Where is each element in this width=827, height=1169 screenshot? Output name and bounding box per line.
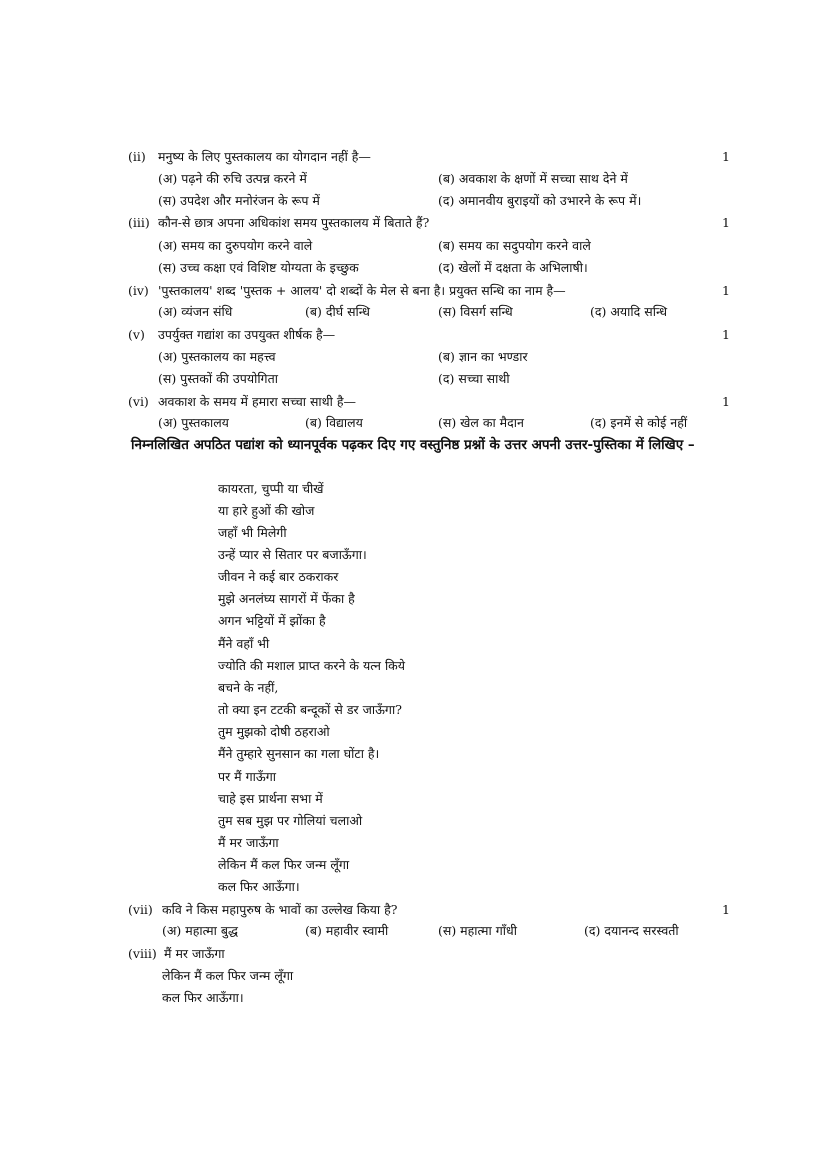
question-text: अवकाश के समय में हमारा सच्चा साथी है— (158, 394, 356, 409)
question-marks: 1 (722, 902, 730, 917)
option-d: (द) अयादि सन्धि (590, 304, 668, 319)
question-text: 'पुस्तकालय' शब्द 'पुस्तक + आलय' दो शब्दों के मेल से बना है। प्रयुक्त सन्धि का नाम है— (158, 283, 566, 298)
question-marks: 1 (722, 149, 730, 164)
option-b: (ब) ज्ञान का भण्डार (438, 349, 528, 364)
poem-line: पर मैं गाऊँगा (218, 769, 276, 784)
option-b: (ब) दीर्घ सन्धि (305, 304, 370, 319)
poem-line: जहाँ भी मिलेगी (218, 525, 287, 540)
question-text: उपर्युक्त गद्यांश का उपयुक्त शीर्षक है— (158, 327, 336, 342)
poem-line: अगन भट्टियों में झोंका है (218, 613, 326, 628)
quoted-line: मैं मर जाऊँगा (164, 946, 225, 961)
option-d: (द) खेलों में दक्षता के अभिलाषी। (438, 260, 588, 275)
poem-line: लेकिन मैं कल फिर जन्म लूँगा (218, 857, 350, 872)
poem-line: चाहे इस प्रार्थना सभा में (218, 791, 323, 806)
poem-line: मैं मर जाऊँगा (218, 835, 279, 850)
option-a: (अ) समय का दुरुपयोग करने वाले (158, 238, 313, 253)
option-a: (अ) महात्मा बुद्ध (162, 923, 238, 938)
option-c: (स) उच्च कक्षा एवं विशिष्ट योग्यता के इच्छुक (158, 260, 359, 275)
option-c: (स) खेल का मैदान (438, 415, 524, 430)
poem-line: मैंने वहाँ भी (218, 636, 270, 651)
poem-line: उन्हें प्यार से सितार पर बजाऊँगा। (218, 547, 367, 562)
poem-line: मुझे अनलंघ्य सागरों में फेंका है (218, 591, 355, 606)
question-marks: 1 (722, 283, 730, 298)
option-b: (ब) महावीर स्वामी (305, 923, 389, 938)
option-a: (अ) पुस्तकालय का महत्त्व (158, 349, 276, 364)
poem-line: जीवन ने कई बार ठकराकर (218, 569, 339, 584)
question-text: कवि ने किस महापुरुष के भावों का उल्लेख किया है? (162, 902, 398, 917)
question-text: कौन-से छात्र अपना अधिकांश समय पुस्तकालय में बिताते हैं? (158, 215, 430, 230)
question-number: (viii) (128, 946, 157, 961)
question-number: (vi) (128, 394, 149, 409)
poem-line: बचने के नहीं, (218, 680, 279, 695)
poem-line: तो क्या इन टटकी बन्दूकों से डर जाऊँगा? (218, 702, 402, 717)
option-d: (द) सच्चा साथी (438, 371, 510, 386)
question-number: (iii) (128, 215, 150, 230)
option-d: (द) इनमें से कोई नहीं (590, 415, 688, 430)
question-number: (iv) (128, 283, 149, 298)
option-b: (ब) समय का सदुपयोग करने वाले (438, 238, 591, 253)
option-d: (द) दयानन्द सरस्वती (584, 923, 679, 938)
option-b: (ब) अवकाश के क्षणों में सच्चा साथ देने में (438, 171, 628, 186)
question-number: (vii) (128, 902, 153, 917)
poem-line: कल फिर आऊँगा। (218, 879, 300, 894)
question-marks: 1 (722, 327, 730, 342)
section-instruction: निम्नलिखित अपठित पद्यांश को ध्यानपूर्वक पढ़कर दिए गए वस्तुनिष्ठ प्रश्नों के उत्तर अपनी उत्तर-पुस्तिका में लिखिए – (131, 437, 695, 453)
option-d: (द) अमानवीय बुराइयों को उभारने के रूप में। (438, 193, 642, 208)
option-c: (स) पुस्तकों की उपयोगिता (158, 371, 278, 386)
option-a: (अ) पढ़ने की रुचि उत्पन्न करने में (158, 171, 307, 186)
question-marks: 1 (722, 215, 730, 230)
poem-line: ज्योति की मशाल प्राप्त करने के यत्न किये (218, 658, 406, 673)
poem-line: मैंने तुम्हारे सुनसान का गला घोंटा है। (218, 746, 380, 761)
question-number: (v) (128, 327, 145, 342)
poem-line: तुम सब मुझ पर गोलियां चलाओ (218, 813, 363, 828)
option-a: (अ) व्यंजन संधि (158, 304, 233, 319)
poem-line: कायरता, चुप्पी या चीखें (218, 481, 324, 496)
option-b: (ब) विद्यालय (305, 415, 363, 430)
option-c: (स) उपदेश और मनोरंजन के रूप में (158, 193, 320, 208)
option-c: (स) विसर्ग सन्धि (438, 304, 513, 319)
question-marks: 1 (722, 394, 730, 409)
question-text: मनुष्य के लिए पुस्तकालय का योगदान नहीं है— (158, 149, 371, 164)
quoted-line: कल फिर आऊँगा। (162, 990, 244, 1005)
question-number: (ii) (128, 149, 146, 164)
poem-line: या हारे हुओं की खोज (218, 503, 315, 518)
option-a: (अ) पुस्तकालय (158, 415, 229, 430)
quoted-line: लेकिन मैं कल फिर जन्म लूँगा (162, 968, 294, 983)
poem-line: तुम मुझको दोषी ठहराओ (218, 724, 330, 739)
option-c: (स) महात्मा गाँधी (438, 923, 517, 938)
